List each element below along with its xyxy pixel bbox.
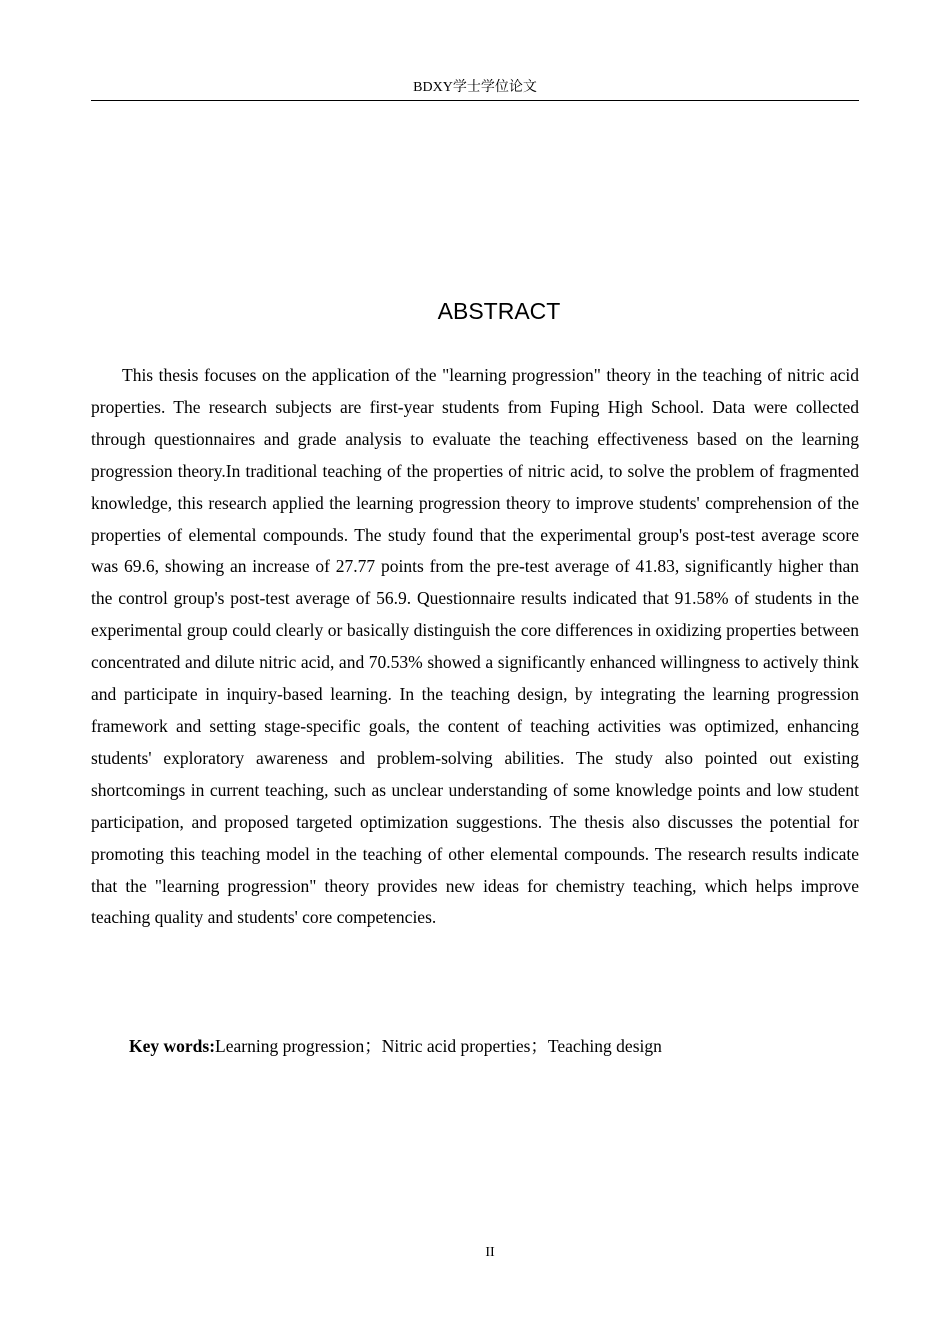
keywords-list: Learning progression；Nitric acid properties；Teaching design [215,1036,662,1056]
page-number: II [485,1245,495,1260]
header-rule [91,100,859,101]
keywords-line [129,1031,859,1061]
keywords-label: Key words: [129,1036,216,1056]
abstract-body: This thesis focuses on the application of the "learning progression" theory in the teaching of nitric acid properties. The research subjects are first-year students from Fuping High School. Data were collected through questionnaires and grade analysis to evaluate the teaching effectiveness based on the learning progression theory.In traditional teaching of the properties of nitric acid, to solve the problem of fragmented knowledge, this research applied the learning progression theory to improve students' comprehension of the properties of elemental compounds. The study found that the experimental group's post-test average score was 69.6, showing an increase of 27.77 points from the pre-test average of 41.83, significantly higher than the control group's post-test average of 56.9. Questionnaire results indicated that 91.58% of students in the experimental group could clearly or basically distinguish the core differences in oxidizing properties between concentrated and dilute nitric acid, and 70.53% showed a significantly enhanced willingness to actively think and participate in inquiry-based learning. In the teaching design, by integrating the learning progression framework and setting stage-specific goals, the content of teaching activities was optimized, enhancing students' exploratory awareness and problem-solving abilities. The study also pointed out existing shortcomings in current teaching, such as unclear understanding of some knowledge points and low student participation, and proposed targeted optimization suggestions. The thesis also discusses the potential for promoting this teaching model in the teaching of other elemental compounds. The research results indicate that the "learning progression" theory provides new ideas for chemistry teaching, which helps improve teaching quality and students' core competencies. [91,365,859,928]
running-header: BDXY学士学位论文 [413,80,537,95]
abstract-title: ABSTRACT [437,298,561,324]
